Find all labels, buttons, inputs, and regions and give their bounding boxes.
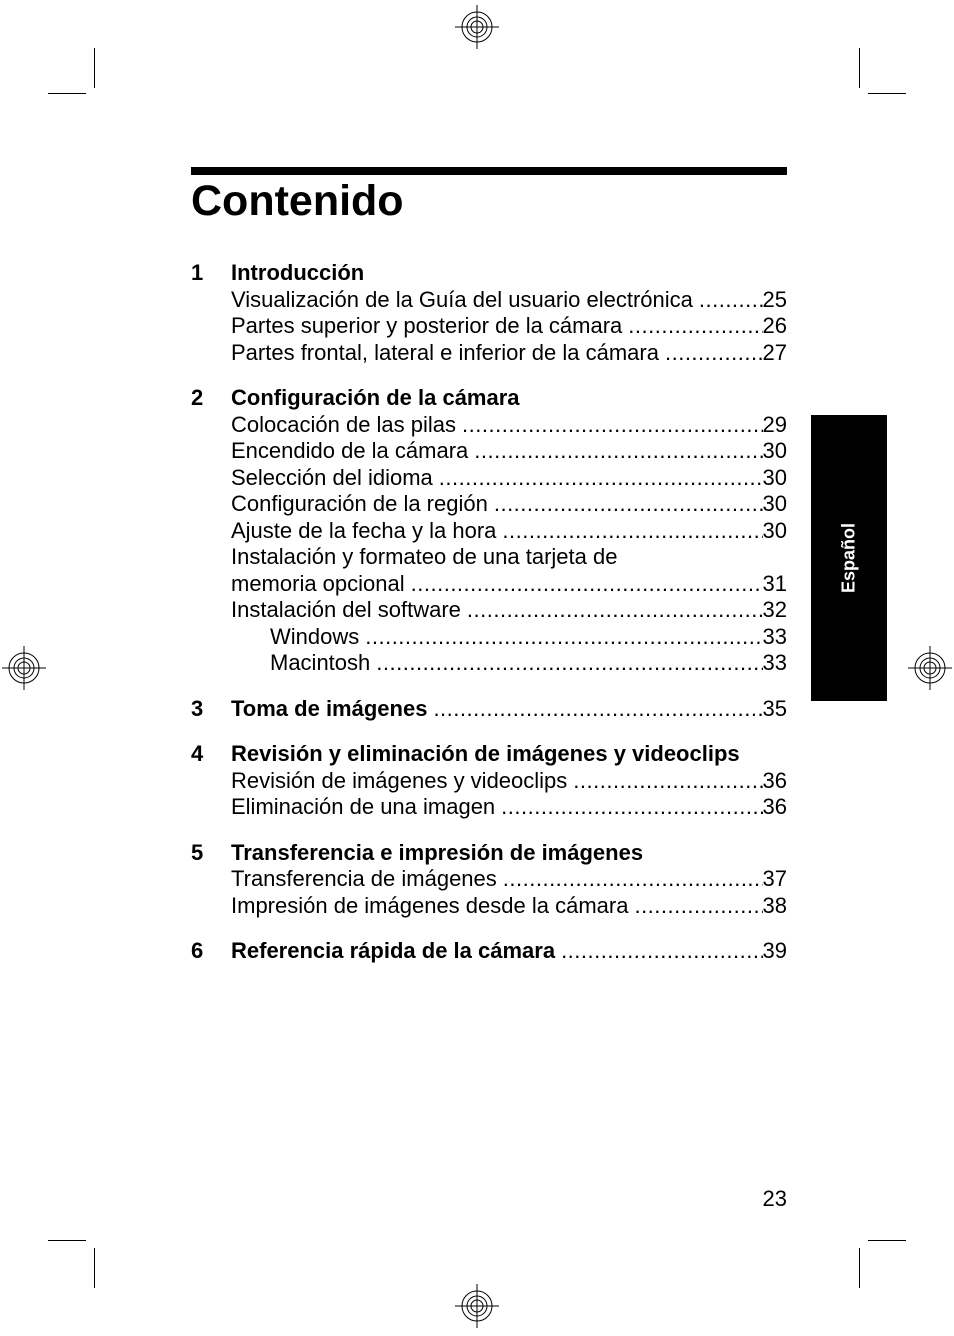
dot-leader [359, 624, 762, 651]
toc-entry-text: memoria opcional [231, 570, 405, 596]
toc-entry-page: 33 [762, 650, 787, 675]
toc-entry-page: 32 [762, 597, 787, 622]
toc-entry-text: Ajuste de la fecha y la hora [231, 517, 497, 543]
toc-entry-page: 33 [762, 623, 787, 649]
dot-leader [488, 491, 763, 518]
registration-mark-icon [455, 1284, 499, 1328]
section-title[interactable]: Revisión y eliminación de imágenes y videoclips [231, 741, 740, 766]
toc-entry-text: Revisión de imágenes y videoclips [231, 767, 568, 793]
crop-mark [859, 1248, 860, 1288]
toc-entry-text: Windows [270, 623, 360, 649]
toc-entry-text: Encendido de la cámara [231, 438, 469, 463]
toc-entry[interactable] [191, 287, 787, 314]
toc-entry-text: Macintosh [270, 650, 371, 675]
toc-entry-page: 36 [762, 767, 787, 793]
toc-entry-text: Configuración de la región [231, 491, 488, 516]
section-number: 5 [191, 839, 204, 865]
toc-entry[interactable] [191, 866, 787, 893]
toc-section [191, 260, 787, 366]
section-heading [191, 385, 787, 412]
dot-leader [495, 794, 762, 821]
dot-leader [497, 866, 763, 893]
section-page: 35 [762, 695, 787, 721]
toc-entry-page: 27 [762, 339, 787, 365]
toc-entry-text: Eliminación de una imagen [231, 794, 496, 819]
toc-entry[interactable] [191, 794, 787, 821]
crop-mark [868, 93, 906, 94]
toc-entry-text: Partes frontal, lateral e inferior de la cámara [231, 339, 659, 365]
toc-section [191, 385, 787, 677]
toc-entry-text: Impresión de imágenes desde la cámara [231, 892, 629, 918]
toc-entry-text: Partes superior y posterior de la cámara [231, 313, 623, 338]
toc-entry[interactable] [191, 340, 787, 367]
toc-entry[interactable] [191, 313, 787, 340]
toc-entry[interactable] [191, 491, 787, 518]
dot-leader [433, 465, 763, 492]
toc-entry[interactable] [191, 768, 787, 795]
toc-entry-page: 37 [762, 866, 787, 891]
toc-entry-text: Transferencia de imágenes [231, 866, 497, 891]
toc-entry-text: Instalación del software [231, 597, 461, 622]
dot-leader [427, 696, 762, 723]
toc-section [191, 696, 787, 723]
table-of-contents [191, 260, 787, 984]
dot-leader [628, 893, 762, 920]
section-number: 6 [191, 938, 204, 963]
crop-mark [94, 48, 95, 88]
toc-entry-page: 26 [762, 313, 787, 338]
registration-mark-icon [455, 5, 499, 49]
toc-entry-page: 30 [762, 438, 787, 463]
toc-section [191, 840, 787, 920]
crop-mark [48, 1240, 86, 1241]
registration-mark-icon [2, 646, 46, 690]
section-title: Referencia rápida de la cámara [231, 938, 556, 963]
language-tab [811, 415, 887, 701]
dot-leader [659, 340, 763, 367]
dot-leader [555, 938, 762, 965]
title-rule [191, 167, 787, 175]
dot-leader [370, 650, 762, 677]
toc-entry-page: 30 [762, 464, 787, 490]
dot-leader [496, 518, 762, 545]
toc-entry-page: 29 [762, 411, 787, 437]
toc-subentry[interactable] [191, 624, 787, 651]
dot-leader [693, 287, 763, 314]
dot-leader [461, 597, 763, 624]
section-title[interactable]: Transferencia e impresión de imágenes [231, 839, 644, 865]
dot-leader [567, 768, 762, 795]
section-number: 3 [191, 695, 204, 721]
section-heading [191, 840, 787, 867]
dot-leader [622, 313, 762, 340]
page-number: 23 [762, 1186, 787, 1211]
toc-entry-page: 30 [762, 491, 787, 516]
registration-mark-icon [908, 646, 952, 690]
toc-entry-page: 36 [762, 794, 787, 819]
toc-entry-text: Selección del idioma [231, 464, 433, 490]
toc-entry-text: Colocación de las pilas [231, 411, 457, 437]
toc-entry[interactable] [191, 518, 787, 545]
crop-mark [94, 1248, 95, 1288]
toc-entry[interactable] [191, 438, 787, 465]
toc-subentry[interactable] [191, 650, 787, 677]
crop-mark [859, 48, 860, 88]
toc-section [191, 938, 787, 965]
section-number: 1 [191, 260, 204, 285]
section-title[interactable]: Configuración de la cámara [231, 385, 520, 410]
section-heading [191, 741, 787, 768]
toc-entry[interactable] [191, 597, 787, 624]
toc-entry-text-line[interactable]: Instalación y formateo de una tarjeta de [231, 544, 618, 569]
section-number: 2 [191, 385, 204, 410]
toc-entry-page: 25 [762, 286, 787, 312]
crop-mark [868, 1240, 906, 1241]
language-tab-label: Español [838, 522, 859, 594]
toc-entry[interactable] [191, 571, 787, 598]
toc-entry-text: Visualización de la Guía del usuario electrónica [231, 286, 693, 312]
section-number: 4 [191, 741, 204, 766]
toc-entry-page: 30 [762, 517, 787, 543]
section-heading[interactable] [191, 696, 787, 723]
dot-leader [468, 438, 762, 465]
toc-entry[interactable] [191, 412, 787, 439]
page-title: Contenido [191, 177, 404, 225]
section-title[interactable]: Introducción [231, 260, 365, 285]
section-page: 39 [762, 938, 787, 963]
toc-entry-page: 38 [762, 892, 787, 918]
dot-leader [405, 571, 763, 598]
toc-section [191, 741, 787, 821]
dot-leader [456, 412, 762, 439]
section-heading[interactable] [191, 938, 787, 965]
section-heading [191, 260, 787, 287]
toc-entry[interactable] [191, 465, 787, 492]
toc-entry[interactable] [191, 893, 787, 920]
section-title: Toma de imágenes [231, 695, 428, 721]
crop-mark [48, 93, 86, 94]
toc-entry-page: 31 [762, 570, 787, 596]
